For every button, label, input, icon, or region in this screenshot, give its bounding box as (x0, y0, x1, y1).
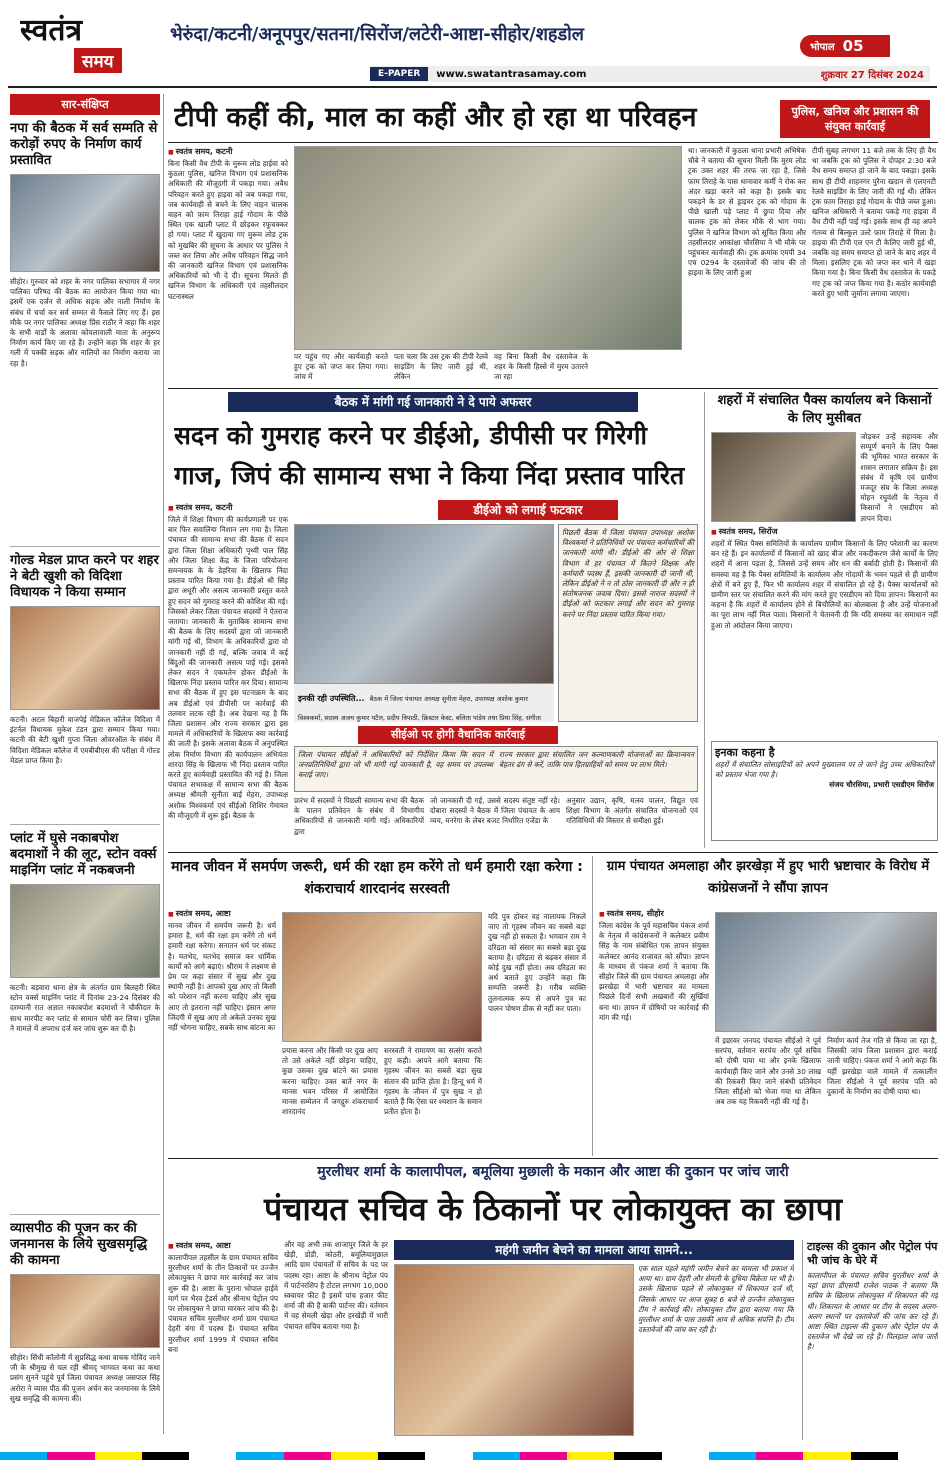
sidebar-headline-1: नपा की बैठक में सर्व सम्मति से करोड़ों रुपए के निर्माण कार्य प्रस्तावित (10, 121, 158, 168)
story1-col1 (168, 146, 288, 382)
story1-col3-text: पता चला कि उस ट्रक की टीपी रेलवे साइडिंग के लिए जारी हुई थी, लेकिन (394, 352, 488, 382)
edition-list: भेरुंदा/कटनी/अनूपपुर/सतना/सिरोंज/लटेरी-आष्टा-सीहोर/शहडोल (170, 24, 584, 45)
story4-bottom-rule (168, 1158, 938, 1159)
story2-bottom-rule (168, 852, 938, 853)
story2-box (558, 524, 698, 722)
story2-box-text: पिछली बैठक में जिला पंचायत उपाध्यक्ष अशोक विश्वकर्मा ने प्रतिनिधियों पर पंचायत कर्मचारियों की जानकारी मांगी थी। डीईओ की ओर से शिक्षा विभाग में हर पंचायत में कितने शिक्षक और कर्मचारी पदस्थ हैं, इसकी जानकारी दी जानी थी, लेकिन डीईओ ने न तो ठोस जानकारी दी और न ही संतोषजनक जवाब दिया। इससे नाराज सदस्यों ने डीईओ को फटकार लगाई और सदन को गुमराह करने पर निंदा प्रस्ताव पारित किया गया। (562, 528, 694, 619)
story3-photo-side-text: जोड़कर उन्हें सहायक और सम्पूर्ण बनाने के लिए पैक्स की भूमिका भारत सरकार के शासन लगातार सक्रिय है। इस संबंध में कृषि एवं ग्रामीण मजदूर संघ के जिला अध्यक्ष मोहन रघुवंशी के नेतृत्व में किसानों ने एसडीएम को ज्ञापन दिया। (860, 432, 938, 523)
masthead (0, 0, 945, 88)
story5-col3-text: निर्माण कार्य तेज गति से किया जा रहा है, जिसकी जांच जिला प्रशासन द्वारा कराई जानी चाहिए। पंकज शर्मा ने आगे कहा कि यहीं झरखेड़ा वाले मामले में तत्कालीन जिला सीईओ ने पूर्व सरपंच पति को दुकानों के निर्माण का दोषी पाया था। (827, 1036, 937, 1097)
story4-col3-text: सरस्वती ने रामायण का सत्संग कराते हुए कही। आपने आगे बताया कि गृहस्थ जीवन का सबसे बड़ा सुख संतान की प्राप्ति होता है। हिन्दू धर्म में गृहस्थ के जीवन में पुत्र सुख न हो बताते हैं कि ऐसा घर श्मशान के समान प्रतीत होता है। (384, 1046, 482, 1117)
logo (20, 14, 160, 80)
story3-byline: ■ स्वतंत्र समय, सिरोंज (711, 526, 938, 537)
story1-byline: ■ स्वतंत्र समय, कटनी (168, 146, 288, 157)
sidebar-header: सार-संक्षिप्त (10, 94, 160, 115)
story3-photo (711, 432, 856, 522)
story2-box2-b: राज्य सरकार द्वारा संचालित जन कल्याणकारी योजनाओं का क्रियान्वयन बेहतर ढंग से करें, ताकि पात्र हितग्राहियों को समय पर लाभ मिले। (499, 750, 694, 770)
story3-box-text: शहरों में संचालित सोसाइटियों को अपने मुख्यालय पर ले जाने हेतु उच्च अधिकारियों को प्रस्ताव भेजा गया है। (715, 760, 934, 780)
story2-headline: सदन को गुमराह करने पर डीईओ, डीपीसी पर गिरेगी गाज, जिपं की सामान्य सभा ने किया निंदा प्रस्ताव पारित (174, 421, 685, 490)
story3-text: शहरों में स्थित पैक्स समितियों के कार्यालय ग्रामीण किसानों के लिए परेशानी का कारण बन रहे हैं। इन कार्यालयों में किसानों को खाद बीज और नकदीकरण जैसे कार्यों के लिए शहरों में आना पड़ता है, जिससे उन्हें समय और धन की बर्बादी होती है। किसानों की समस्या यह है कि पैक्स समितियों के कार्यालय और गोदामों के भवन पहले से ही ग्रामीण क्षेत्रों में बने हुए हैं, फिर भी कार्यालय शहर में संचालित हो रहे हैं। पैक्स कार्यालयों को ग्रामीण स्तर पर संचालित करने की मांग करते हुए एसडीएम को दिया ज्ञापन। किसानों का कहना है कि शहरों में कार्यालय होने से बिचौलियों का बोलबाला है और उन्हें योजनाओं का पूरा लाभ नहीं मिल पाता। किसानों ने चेतावनी दी कि यदि समस्या का समाधान नहीं हुआ तो आंदोलन किया जाएगा। (711, 539, 938, 630)
story6-col1-text: कालापीपल तहसील के ग्राम पंचायत सचिव मुरलीधर शर्मा के तीन ठिकानों पर उज्जैन लोकायुक्त ने छापा मार कार्रवाई कर जांच शुरू की है। आष्टा के पुराना भोपाल हाईवे मार्ग पर भैरव ट्रेडर्स और श्रीनाथ पेट्रोल पंप पर लोकायुक्त ने छापा मारकर जांच की है। पंचायत सचिव मुरलीधर शर्मा ग्राम पंचायत देहरी बंगा में पदस्थ हैं। पंचायत सचिव मुरलीधर शर्मा 1999 में पंचायत सचिव बना (168, 1253, 278, 1354)
sidebar-item-3 (10, 825, 160, 1215)
story6-side-text: कालापीपल के पंचायत सचिव मुरलीधर शर्मा के यहां छापा डीएसपी राजेश पाठक ने बताया कि सचिव के खिलाफ लोकायुक्त में शिकायत की गई थी। शिकायत के आधार पर टीम के सदस्य अलग-अलग स्थानों पर दस्तावेजों की जांच कर रहे हैं। आष्टा स्थित टाइल्स की दुकान और पेट्रोल पंप के दस्तावेज भी देखे जा रहे हैं। पिलहाल जांच जारी है। (807, 1271, 938, 1352)
story6-photo (394, 1264, 634, 1436)
sidebar-photo-4 (10, 1274, 160, 1348)
story4-col1 (168, 908, 276, 1154)
logo-bottom: समय (74, 48, 122, 73)
story2-strap: बैठक में मांगी गई जानकारी ने दे पाये अफसर (228, 392, 638, 412)
story5-col2-text: में इछावर जनपद पंचायत सीईओ ने पूर्व सरपंच, वर्तमान सरपंच और पूर्व सचिव को दोषी पाया था और इनके खिलाफ कार्यवाही किए जाने और उनसे 30 लाख की रिकवरी किए जाने संबंधी प्रतिवेदन जिला सीईओ को भेजा गया था लेकिन अब तक यह रिकवरी नहीं की गई है। (715, 1036, 821, 1107)
sidebar-item-2 (10, 547, 160, 825)
story1-kicker: पुलिस, खनिज और प्रशासन की संयुक्त कार्रवाई (780, 100, 930, 138)
story-tp-transport (168, 94, 938, 386)
story2-box2 (294, 746, 698, 792)
masthead-rule (8, 86, 937, 88)
story2-caption-label: इनकी रही उपस्थिति... (298, 694, 365, 703)
city-label: भोपाल (810, 42, 835, 53)
sidebar-photo-1 (10, 174, 160, 272)
story1-col4-text: वह बिना किसी वैध दस्तावेज के शहर के किसी हिस्से में मुरम उतारने जा रहा (494, 352, 588, 382)
story4-col4-text: यदि पुत्र होकर वह नालायक निकले जाए तो गृहस्थ जीवन का सबसे बड़ा दुख नहीं हो सकता है। भगवान राम ने दरिद्रता को संसार का सबसे बड़ा दुख बताया है। दरिद्रता से बढ़कर संसार में कोई दुख नहीं होता। अब दरिद्रता का अर्थ बताते हुए उन्होंने कहा कि सम्पत्ति जरूरी है। गरीब व्यक्ति तुलनात्मक रूप से अपने पुत्र का पालन पोषण ठीक से नहीं कर पाता। (488, 912, 586, 1013)
page-number: 05 (842, 37, 864, 55)
story-deo-censure (168, 392, 700, 848)
sidebar-headline-3: प्लांट में घुसे नकाबपोश बदमाशों ने की लूट, स्टोन वर्क्स माइनिंग प्लांट में नकबजनी (10, 831, 157, 878)
story6-col1 (168, 1240, 278, 1440)
story6-sub-text: एक साल पहले महंगी जमीन बेचने का मामला भी प्रकाश में आया था। ग्राम देहरी और सेमली के दूधिया विक्रेता पर भी है। उसके खिलाफ पहले से लोकायुक्त में शिकायत दर्ज थी, जिसके आधार पर आज सुबह 6 बजे से उज्जैन लोकायुक्त टीम ने कार्रवाई की। लोकायुक्त टीम द्वारा बताया गया कि मुरलीधर शर्मा के पास उसकी आय से अधिक संपत्ति है। टीम दस्तावेजों की जांच कर रही है। (638, 1264, 794, 1335)
story6-side-headline: टाइल्स की दुकान और पेट्रोल पंप भी जांच के घेरे में (807, 1240, 938, 1267)
story1-col6-text: टीपी सुबह लगभग 11 बजे तक के लिए ही वैध था जबकि ट्रक को पुलिस ने दोपहर 2:30 बजे वैध समय समाप्त हो जाने के बाद पकड़ा। इसके साथ ही टीपी शाहनगर पुरैना खदान से एलएनटी रेलवे साइडिंग के लिए जारी की गई थी। लेकिन ट्रक फ़ाम तिराहा हाई गोदाम के पीछे जब्त हुआ। खनिज अधिकारी ने बताया पकड़े गए हाइवा में वैध टीपी नहीं पाई गई। इसके साथ ही वह अपने गंतव्य से बिल्कुल उल्टे फ़ाम तिराहे में मिला है। हाइवा की टीपी एल एन टी केलिए जारी हुई थी, जबकि वह समय समाप्त हो जाने के बाद शहर में मिला। इसलिए ट्रक को जप्त कर थाने में खड़ा किया गया है। बिना किसी वैध दस्तावेज के पकड़े गए ट्रक को जप्त किया गया है। कठोर कार्यवाही करते हुए भारी जुर्माना लगाया जाएगा। (812, 146, 936, 298)
sidebar-caption-4: सीहोर। सिंधी कॉलोनी में सुप्रसिद्ध कथा वाचक गोविंद जाने जी के श्रीमुख से चल रही श्रीमद् भागवत कथा का कथा प्रसंग सुनने पहुंचे पूर्व जिला पंचायत अध्यक्ष जसपाल सिंह अरोरा ने व्यास पीठ की पूजन अर्चन कर जनमानस के लिये सुख समृद्धि की कामना की। (10, 1353, 160, 1403)
story2-photo (294, 524, 554, 684)
story4-byline: ■ स्वतंत्र समय, आष्टा (168, 908, 276, 919)
story4-col2-text: प्रयास करना और किसी पर दुख आए तो उसे अकेले नहीं छोड़ना चाहिए, कुछ उसका दुख बांटने का प्रयास करना चाहिए। उक्त बातें नगर के मानस भवन परिसर में आयोजित मानस सम्मेलन में जगद्गुरु शंकराचार्य शारदानंद (282, 1046, 378, 1117)
story-lokayukta-raid (168, 1160, 938, 1442)
story3-box-signature: संजय चौरसिया, प्रभारी एसडीएम सिरोंज (829, 780, 934, 790)
story2-photo-caption (294, 684, 554, 722)
story4-photo (282, 912, 482, 1042)
story1-col1-text: बिना किसी वैध टीपी के मुरूम लोड हाईवा को कुठला पुलिस, खनिज विभाग एवं प्रशासनिक अधिकारी की मौजूदगी में पकड़ा गया। अवैध परिवहन करते हुए हाइवा को जब पकड़ा गया, जब कार्यवाही से बचने के लिए वाहन चालक वाहन को फ़ाम तिराहा हाई गोदाम के पीछे स्थित एक खाली प्लाट में छोड़कर रफूचक्कर हो गया। प्लाट में खुदाया गए मुरूम लोड ट्रक को मुखबिर की सूचना के आधार पर पुलिस ने जब्त कर लिया और अवैध परिवहन सिद्ध जाने की जानकारी खनिज विभाग एवं प्रशासनिक अधिकारियों को भी दे दी। सूचना मिलते ही खनिज विभाग के अधिकारी एवं तहसीलदार घटनास्थल (168, 159, 288, 301)
sidebar (10, 94, 160, 1434)
print-color-strip (0, 1452, 945, 1460)
story3-headline: शहरों में संचालित पैक्स कार्यालय बने किसानों के लिए मुसीबत (717, 393, 932, 426)
story6-byline: ■ स्वतंत्र समय, आष्टा (168, 1240, 278, 1251)
story2-col1 (168, 502, 288, 842)
story6-sub (394, 1240, 794, 1440)
story3-box-title: इनका कहना है (715, 746, 775, 759)
sidebar-photo-2 (10, 606, 160, 710)
story6-col2-text: और वह अभी तक शाजापुर जिले के हर खेड़ी, डोडी, कोठरी, बमूलियामुछाल आदि ग्राम पंचायतों में सचिव के पद पर पदस्थ रहा। आष्टा के श्रीनाथ पेट्रोल पंप में पार्टनरशिप है टोटल लगभग 10,000 स्क्वायर फीट है इसमें पांच हजार फीट शर्मा जी की है बाकी पार्टनर की। वर्तमान में वह सेमली खेड़ा और हरखेड़ी में भारी पंचायत सचिव बताया गया है। (284, 1240, 388, 1331)
story2-byline: ■ स्वतंत्र समय, कटनी (168, 502, 288, 513)
story5-photo (715, 912, 937, 1032)
sidebar-item-1 (10, 115, 160, 547)
logo-top: स्वतंत्र (20, 14, 83, 48)
story2-col4-text: अनुसार उद्यान, कृषि, मत्स्य पालन, विद्युत एवं शिक्षा विभाग के अंतर्गत संचालित योजनाओं एवं गतिविधियों की विस्तार से समीक्षा हुई। (566, 796, 698, 826)
story2-col2-text: प्रारंभ में सदस्यों ने पिछली सामान्य सभा की बैठक के पालन प्रतिवेदन के संबंध में विभागीय अधिकारियों से जानकारी मांगी गई। अधिकारियों द्वारा (294, 796, 424, 836)
story6-headline: पंचायत सचिव के ठिकानों पर लोकायुक्त का छापा (263, 1190, 843, 1228)
story5-col1-text: जिला कांग्रेस के पूर्व महासचिव पंकज शर्मा के नेतृत्व में कांग्रेसजनों ने कलेक्टर प्रवीण सिंह के नाम संबोधित एक ज्ञापन संयुक्त कलेक्टर आनंद राजावत को सौंपा। ज्ञापन के माध्यम से पंकज शर्मा ने बताया कि सीहोर जिले की ग्राम पंचायत अमलाहा और झरखेड़ा में भारी भ्रष्टाचार का मामला पिछले दिनों सभी अखबारों की सुर्खियां बना था। ज्ञापन में दोषियों पर कार्रवाई की मांग की गई। (599, 921, 709, 1022)
epaper-label: E-PAPER (370, 67, 428, 81)
story2-col1-text: जिले में शिक्षा विभाग की कार्यप्रणाली पर एक बार फिर सवालिया निशान लग गया है। जिला पंचायत की सामान्य सभा की बैठक में सदन द्वारा जिला शिक्षा अधिकारी पृथ्वी पाल सिंह और जिला शिक्षा केंद्र के जिला परियोजना समन्वयक के के डेहरिया के खिलाफ निंदा प्रस्ताव पारित किया गया है। डीईओ श्री सिंह द्वारा अधूरी और असत्य जानकारी प्रस्तुत करते हुए सदन को गुमराह करने की कोशिश की गई। जिसको लेकर जिला पंचायत सदस्यों ने ऐतराज जताया। जानकारी के मुताबिक सामान्य सभा की बैठक के लिए सदस्यों द्वारा जो जानकारी मांगी गई थी, विभाग के अधिकारियों द्वारा वो जानकारी नहीं दी गई, बल्कि जवाब में कई बिंदुओं की जानकारी असत्य पाई गई। इसको लेकर सदन ने एकमतेन होकर डीईओ के खिलाफ निंदा प्रस्ताव पारित कर दिया। सामान्य सभा की बैठक में हुए इस घटनाक्रम के बाद अब डीईओ एवं डीपीसी पर कार्रवाई की तलवार लटक रही है। अब देखना यह है कि जिला प्रशासन और राज्य सरकार द्वारा इस मामले में अधिकारियों के खिलाफ क्या कार्रवाई की जाती है। इसके अलावा बैठक में अनुपस्थित लोक निर्माण विभाग की कार्यपालन अभियंता शारदा सिंह के खिलाफ भी निंदा प्रस्ताव पारित करते हुए कार्यवाही प्रस्तावित की गई है। जिला पंचायत सभाकक्ष में सामान्य सभा की बैठक अध्यक्ष श्रीमती सुनीता बाई मेहरा, उपाध्यक्ष अशोक विश्वकर्मा एवं सीईओ शिशिर गेमावत की मौजूदगी में शुरू हुई। बैठक के (168, 515, 288, 820)
sidebar-caption-3: कटनी। बड़वारा थाना क्षेत्र के अंतर्गत ग्राम बिलहरी स्थित स्टोन वर्क्स माइनिंग प्लांट में दिनांक 23-24 दिसंबर की दरम्यानी रात अज्ञात नकाबपोश बदमाशों ने चौकीदार के साथ मारपीट कर प्लांट से सामान चोरी कर लिया। पुलिस ने मामले में अपराध दर्ज कर जांच शुरू कर दी है। (10, 983, 160, 1033)
story6-side (802, 1240, 938, 1440)
page-badge (800, 35, 890, 57)
story3-box (711, 741, 938, 841)
issue-date: शुक्रवार 27 दिसंबर 2024 (820, 70, 924, 81)
website-link[interactable]: www.swatantrasamay.com (436, 68, 587, 80)
story-congress-memo (592, 856, 938, 1156)
story4-col1-text: मानव जीवन में समर्पण जरूरी है। धर्म हमारा है, धर्म की रक्षा हम करेंगे तो धर्म हमारी रक्षा करेगा। सनातन धर्म पर संकट है। मतभेद, मतभेद समाज कर धार्मिक कार्यों को आगे बढ़ाएं। श्रीराम ने लक्ष्मण से प्रेम पर कहा संसार में सुख और दुख स्थायी नहीं है। आपको दुख आए तो किसी को परेशान नहीं करना चाहिए और सुख आए तो इतराना नहीं चाहिए। इंसान अगर जिंदगी में सुख आए तो अकेले उनका सुख नहीं भोगना चाहिए, सबके साथ बांटना का (168, 921, 276, 1033)
story4-headline: मानव जीवन में समर्पण जरूरी, धर्म की रक्षा हम करेंगे तो धर्म हमारी रक्षा करेगा : शंकराचार्य शारदानंद सरस्वती (171, 859, 583, 897)
story2-box2-a: जिला पंचायत सीईओ ने अधिकारियों को निर्देशित किया कि सदन में जनप्रतिनिधियों द्वारा जो भी मांगी गई जानकारी है, वह समय पर उपलब्ध कराई जाए। (298, 750, 493, 780)
sidebar-item-4 (10, 1215, 160, 1434)
story-shankaracharya (168, 856, 586, 1156)
sidebar-divider (163, 94, 164, 1434)
story6-strap: मुरलीधर शर्मा के कालापीपल, बमूलिया मुछाली के मकान और आष्टा की दुकान पर जांच जारी (317, 1164, 789, 1180)
story2-col3-text: जो जानकारी दी गई, उससे सदस्य संतुष्ट नहीं रहे। दोबारा सदस्यों ने बैठक में जिला पंचायत के आय व्यय, मनरेगा के लेबर बजट निर्धारित एजेंडा के (430, 796, 560, 826)
story1-rule (168, 142, 938, 143)
sidebar-photo-3 (10, 884, 160, 978)
sidebar-headline-4: व्यासपीठ की पूजन कर की जनमानस के लिये सुखसमृद्धि की कामना (10, 1221, 148, 1268)
sidebar-caption-2: कटनी। अटल बिहारी वाजपेई मेडिकल कॉलेज विदिशा में इंटर्नल विधायक मुकेश टंडन द्वारा सम्मान किया गया। कटनी की बेटी खुशी गुप्ता जिला ओवरऑल के संबंध में विदिशा मेडिकल कॉलेज में एमबीबीएस की परीक्षा में गोल्ड मेडल प्राप्त किया है। (10, 715, 160, 765)
story2-caption-text: बैठक में जिला पंचायत अध्यक्ष सुनीता मेहरा, उपाध्यक्ष अशोक कुमार विश्वकर्मा, सदस्य अजय कुमार पटैल, प्रदीप त्रिपाठी, क्रिस्टल केस्ट, बलिता पांडेय तथा प्रिया सिंह, संगीता (298, 695, 541, 722)
story1-col2-text: पर पहुंच गए और कार्यवाही करते हुए ट्रक को जप्त कर लिया गया। जांच में (294, 352, 388, 382)
story2-subhead: डीईओ को लगाई फटकार (438, 500, 618, 520)
sidebar-caption-1: सीहोर। गुरुवार को शहर के नगर पालिका सभागार में नगर पालिका परिषद की बैठक का आयोजन किया गया था। इसमें एक दर्जन से अधिक सड़क और नाली निर्माण के संबंध में चर्चा कर सर्व सम्मत से फैसले लिए गए हैं। इस मौके पर नगर पालिका अध्यक्ष प्रिंस राठौर ने कहा कि शहर के सभी वार्डों के अलावा कोयलावाली माता के अनुरूप निर्माण कार्य किए जा रहे हैं। उन्होंने कहा कि शहर के हर गली में पक्की सड़क और नालियों का निर्माण कराया जा रहा है। (10, 277, 160, 368)
story6-sub-headline: महंगी जमीन बेचने का मामला आया सामने... (394, 1240, 794, 1260)
sidebar-headline-2: गोल्ड मेडल प्राप्त करने पर शहर ने बेटी खुशी को विदिशा विधायक ने किया सम्मान (10, 553, 159, 600)
story1-bottom-rule (168, 388, 938, 389)
story1-col5-text: था। जानकारी में कुठला थाना प्रभारी अभिषेक चौबे ने बताया की सूचना मिली कि मुरम लोड ट्रक उक्त शहर की तरफ जा रहा है, जिसे फ़ाम तिराहे के पास थानावार कर्मी ने रोक कर अंदर खड़ा करने को कहा है। इसके बाद पकड़ने के डर से ड्राइवर ट्रक को गोदाम के पीछे खाली पड़े प्लाट में छुपा दिया और चालक ट्रक को लेकर मौके से भाग गया। पुलिस ने खनिज विभाग को सूचित किया और तहसीलदार आकांक्षा चौरसिया ने भी मौके पर पहुंचकर कार्यवाही की। ट्रक क्रमांक एमपी 34 एच 0294 के दस्तावेजों की जांच की तो हाइवा के लिए जारी हुआ (688, 146, 806, 278)
story5-headline: ग्राम पंचायत अमलाहा और झरखेड़ा में हुए भारी भ्रष्टाचार के विरोध में कांग्रेसजनों ने सौंपा ज्ञापन (606, 859, 930, 896)
story1-photo (294, 146, 682, 350)
story5-col1 (599, 908, 709, 1154)
story2-subhead2: सीईओ पर होगी वैधानिक कार्रवाई (358, 726, 558, 744)
epaper-bar (370, 66, 930, 82)
story1-headline: टीपी कहीं की, माल का कहीं और हो रहा था परिवहन (174, 102, 697, 133)
story5-byline: ■ स्वतंत्र समय, सीहोर (599, 908, 709, 919)
story-pacs-office (704, 392, 938, 848)
